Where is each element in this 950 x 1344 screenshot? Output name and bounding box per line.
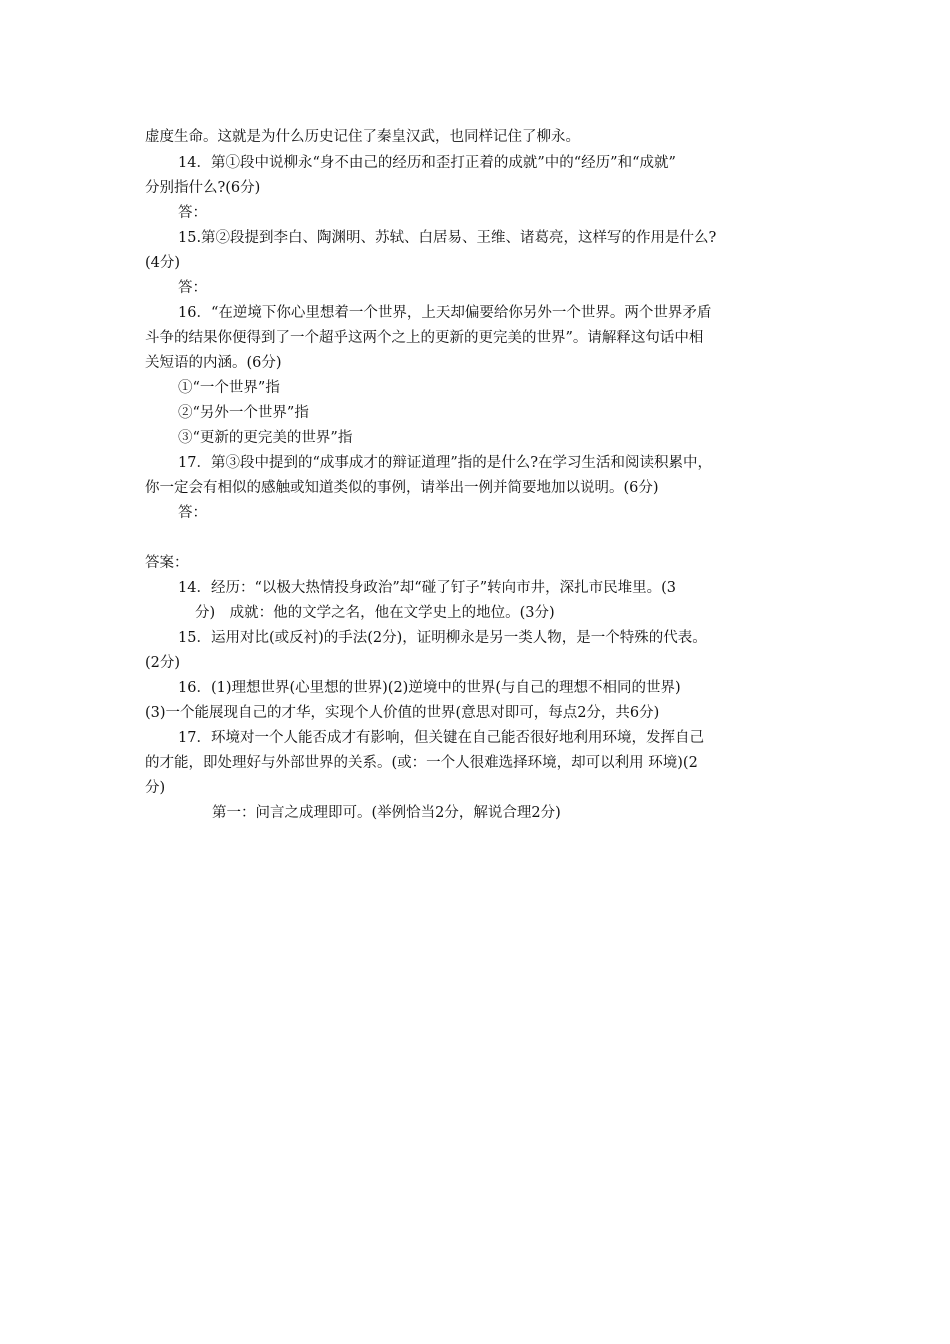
answer-17: 17．环境对一个人能否成才有影响，但关键在自己能否很好地利用环境，发挥自己 (178, 730, 704, 746)
question-15-cont: (4分) (145, 255, 181, 271)
question-16-cont: 斗争的结果你便得到了一个超乎这两个之上的更新的更完美的世界”。请解释这句话中相 (145, 330, 704, 346)
answer-17-note: 第一：问言之成理即可。(举例恰当2分，解说合理2分) (212, 805, 561, 821)
answer-blank-14: 答： (178, 205, 207, 221)
answer-blank-17: 答： (178, 505, 207, 521)
answer-16: 16．(1)理想世界(心里想的世界)(2)逆境中的世界(与自己的理想不相同的世界) (178, 680, 681, 696)
answer-blank-15: 答： (178, 280, 207, 296)
question-17: 17．第③段中提到的“成事成才的辩证道理”指的是什么?在学习生活和阅读积累中， (178, 455, 713, 471)
question-16-item-3: ③“更新的更完美的世界”指 (178, 430, 353, 446)
question-14-cont: 分别指什么?(6分) (145, 180, 261, 196)
question-16-item-2: ②“另外一个世界”指 (178, 405, 309, 421)
answer-14: 14．经历：“以极大热情投身政治”却“碰了钉子”转向市井，深扎市民堆里。(3 (178, 580, 676, 596)
text-line-continuation: 虚度生命。这就是为什么历史记住了秦皇汉武，也同样记住了柳永。 (145, 129, 580, 145)
answer-17-cont: 的才能，即处理好与外部世界的关系。(或：一个人很难选择环境，却可以利用 环境)(2 (145, 755, 698, 771)
question-17-cont: 你一定会有相似的感触或知道类似的事例，请举出一例并简要地加以说明。(6分) (145, 480, 659, 496)
question-16-item-1: ①“一个世界”指 (178, 380, 280, 396)
answer-15: 15．运用对比(或反衬)的手法(2分)，证明柳永是另一类人物，是一个特殊的代表。 (178, 630, 707, 646)
question-14: 14．第①段中说柳永“身不由己的经历和歪打正着的成就”中的“经历”和“成就” (178, 155, 676, 171)
question-16: 16．“在逆境下你心里想着一个世界，上天却偏要给你另外一个世界。两个世界矛盾 (178, 305, 712, 321)
answer-15-cont: (2分) (145, 655, 181, 671)
answer-16-cont: (3)一个能展现自己的才华，实现个人价值的世界(意思对即可，每点2分，共6分) (145, 705, 660, 721)
answer-17-cont2: 分) (145, 780, 166, 796)
question-15: 15.第②段提到李白、陶渊明、苏轼、白居易、王维、诸葛亮，这样写的作用是什么? (178, 230, 717, 246)
question-16-cont2: 关短语的内涵。(6分) (145, 355, 282, 371)
answers-heading: 答案： (145, 555, 189, 571)
answer-14-cont: 分) 成就：他的文学之名，他在文学史上的地位。(3分) (195, 605, 555, 621)
